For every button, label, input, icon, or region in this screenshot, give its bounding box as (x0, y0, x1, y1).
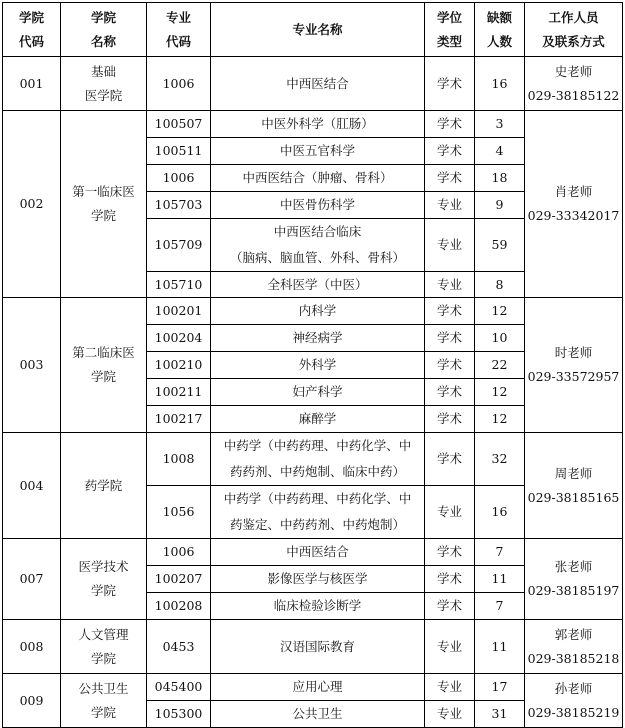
vacancy-count-cell: 12 (475, 298, 525, 325)
header-contact: 工作人员 及联系方式 (525, 3, 623, 57)
major-name-cell: 妇产科学 (211, 379, 425, 406)
vacancy-count-cell: 32 (475, 433, 525, 486)
school-name-cell: 医学技术 学院 (61, 539, 147, 620)
table-body (3, 57, 623, 728)
school-name-cell: 人文管理 学院 (61, 620, 147, 674)
degree-type-cell: 学术 (425, 352, 475, 379)
major-name-cell: 中西医结合 (211, 57, 425, 111)
vacancy-count-cell: 16 (475, 57, 525, 111)
header-major-code: 专业 代码 (147, 3, 211, 57)
degree-type-cell: 专业 (425, 701, 475, 728)
header-school-code: 学院 代码 (3, 3, 61, 57)
degree-type-cell: 学术 (425, 325, 475, 352)
contact-phone: 029-38185197 (527, 583, 620, 598)
school-code-cell: 007 (3, 539, 61, 620)
contact-phone: 029-38185218 (527, 650, 620, 666)
contact-cell (525, 433, 623, 539)
header-major-name: 专业名称 (211, 3, 425, 57)
contact-phone: 029-33572957 (527, 369, 620, 384)
header-row (3, 3, 623, 57)
major-code-cell: 0453 (147, 620, 211, 674)
school-name-cell: 药学院 (61, 433, 147, 539)
table-row (3, 57, 623, 111)
table-row (3, 620, 623, 674)
contact-name: 郭老师 (554, 626, 593, 642)
school-name-cell: 基础 医学院 (61, 57, 147, 111)
vacancy-count-cell: 12 (475, 379, 525, 406)
contact-cell (525, 57, 623, 111)
table-row (3, 111, 623, 138)
major-code-cell: 100210 (147, 352, 211, 379)
header-vacancies: 缺额 人数 (475, 3, 525, 57)
major-name-cell: 内科学 (211, 298, 425, 325)
degree-type-cell: 专业 (425, 620, 475, 674)
major-name-cell: 中医外科学（肛肠） (211, 111, 425, 138)
major-code-cell: 100204 (147, 325, 211, 352)
contact-phone: 029-38185165 (527, 489, 620, 505)
contact-phone: 029-38185219 (527, 704, 620, 720)
major-code-cell: 100207 (147, 566, 211, 593)
major-name-cell: 全科医学（中医） (211, 272, 425, 298)
contact-cell (525, 539, 623, 620)
contact-name: 周老师 (554, 465, 593, 481)
vacancy-count-cell: 10 (475, 325, 525, 352)
major-name-cell: 汉语国际教育 (211, 620, 425, 674)
school-name-cell: 第一临床医 学院 (61, 111, 147, 298)
vacancy-table (2, 2, 623, 728)
vacancy-count-cell: 31 (475, 701, 525, 728)
degree-type-cell: 学术 (425, 298, 475, 325)
major-code-cell: 1006 (147, 165, 211, 192)
vacancy-count-cell: 8 (475, 272, 525, 298)
contact-phone: 029-38185122 (527, 87, 620, 103)
table-row (3, 298, 623, 325)
major-name-cell: 中药学（中药药理、中药化学、中 药鉴定、中药药剂、中药炮制） (211, 486, 425, 539)
vacancy-count-cell: 3 (475, 111, 525, 138)
degree-type-cell: 专业 (425, 486, 475, 539)
major-name-cell: 中医五官科学 (211, 138, 425, 165)
school-name-cell: 第二临床医 学院 (61, 298, 147, 433)
school-code-cell: 001 (3, 57, 61, 111)
major-code-cell: 100208 (147, 593, 211, 620)
major-name-cell: 中西医结合 (211, 539, 425, 566)
school-name-cell: 公共卫生 学院 (61, 674, 147, 728)
vacancy-count-cell: 22 (475, 352, 525, 379)
degree-type-cell: 专业 (425, 674, 475, 701)
degree-type-cell: 专业 (425, 192, 475, 219)
school-code-cell: 004 (3, 433, 61, 539)
vacancy-count-cell: 7 (475, 539, 525, 566)
degree-type-cell: 学术 (425, 406, 475, 433)
contact-name: 时老师 (554, 345, 593, 360)
degree-type-cell: 专业 (425, 219, 475, 272)
vacancy-count-cell: 7 (475, 593, 525, 620)
major-name-cell: 麻醉学 (211, 406, 425, 433)
header-degree-type: 学位 类型 (425, 3, 475, 57)
major-name-cell: 临床检验诊断学 (211, 593, 425, 620)
major-code-cell: 100511 (147, 138, 211, 165)
major-code-cell: 105703 (147, 192, 211, 219)
major-code-cell: 100217 (147, 406, 211, 433)
school-code-cell: 002 (3, 111, 61, 298)
major-code-cell: 100211 (147, 379, 211, 406)
contact-name: 史老师 (554, 63, 593, 79)
major-name-cell: 中医骨伤科学 (211, 192, 425, 219)
school-code-cell: 008 (3, 620, 61, 674)
major-code-cell: 1006 (147, 539, 211, 566)
contact-cell (525, 111, 623, 298)
major-name-cell: 中药学（中药药理、中药化学、中 药药剂、中药炮制、临床中药） (211, 433, 425, 486)
table-row (3, 674, 623, 701)
contact-cell (525, 620, 623, 674)
major-code-cell: 1006 (147, 57, 211, 111)
degree-type-cell: 学术 (425, 379, 475, 406)
degree-type-cell: 学术 (425, 593, 475, 620)
contact-name: 张老师 (554, 559, 593, 574)
major-name-cell: 中西医结合（肿瘤、骨科） (211, 165, 425, 192)
table-row (3, 433, 623, 486)
degree-type-cell: 专业 (425, 272, 475, 298)
major-code-cell: 105709 (147, 219, 211, 272)
major-code-cell: 100507 (147, 111, 211, 138)
header-school-name: 学院 名称 (61, 3, 147, 57)
degree-type-cell: 学术 (425, 57, 475, 111)
degree-type-cell: 学术 (425, 539, 475, 566)
major-code-cell: 100201 (147, 298, 211, 325)
major-code-cell: 045400 (147, 674, 211, 701)
major-name-cell: 影像医学与核医学 (211, 566, 425, 593)
contact-name: 孙老师 (554, 680, 593, 696)
major-name-cell: 外科学 (211, 352, 425, 379)
degree-type-cell: 学术 (425, 566, 475, 593)
vacancy-count-cell: 12 (475, 406, 525, 433)
degree-type-cell: 学术 (425, 433, 475, 486)
vacancy-count-cell: 17 (475, 674, 525, 701)
degree-type-cell: 学术 (425, 111, 475, 138)
major-name-cell: 中西医结合临床 （脑病、脑血管、外科、骨科） (211, 219, 425, 272)
contact-name: 肖老师 (554, 184, 593, 199)
school-code-cell: 003 (3, 298, 61, 433)
vacancy-count-cell: 4 (475, 138, 525, 165)
degree-type-cell: 学术 (425, 138, 475, 165)
vacancy-count-cell: 16 (475, 486, 525, 539)
vacancy-count-cell: 59 (475, 219, 525, 272)
major-name-cell: 神经病学 (211, 325, 425, 352)
major-name-cell: 应用心理 (211, 674, 425, 701)
degree-type-cell: 学术 (425, 165, 475, 192)
major-code-cell: 105710 (147, 272, 211, 298)
major-code-cell: 1008 (147, 433, 211, 486)
vacancy-count-cell: 18 (475, 165, 525, 192)
school-code-cell: 009 (3, 674, 61, 728)
major-code-cell: 105300 (147, 701, 211, 728)
contact-cell (525, 298, 623, 433)
vacancy-count-cell: 11 (475, 566, 525, 593)
major-name-cell: 公共卫生 (211, 701, 425, 728)
vacancy-count-cell: 9 (475, 192, 525, 219)
table-row (3, 539, 623, 566)
contact-phone: 029-33342017 (527, 208, 620, 223)
major-code-cell: 1056 (147, 486, 211, 539)
contact-cell (525, 674, 623, 728)
vacancy-count-cell: 11 (475, 620, 525, 674)
